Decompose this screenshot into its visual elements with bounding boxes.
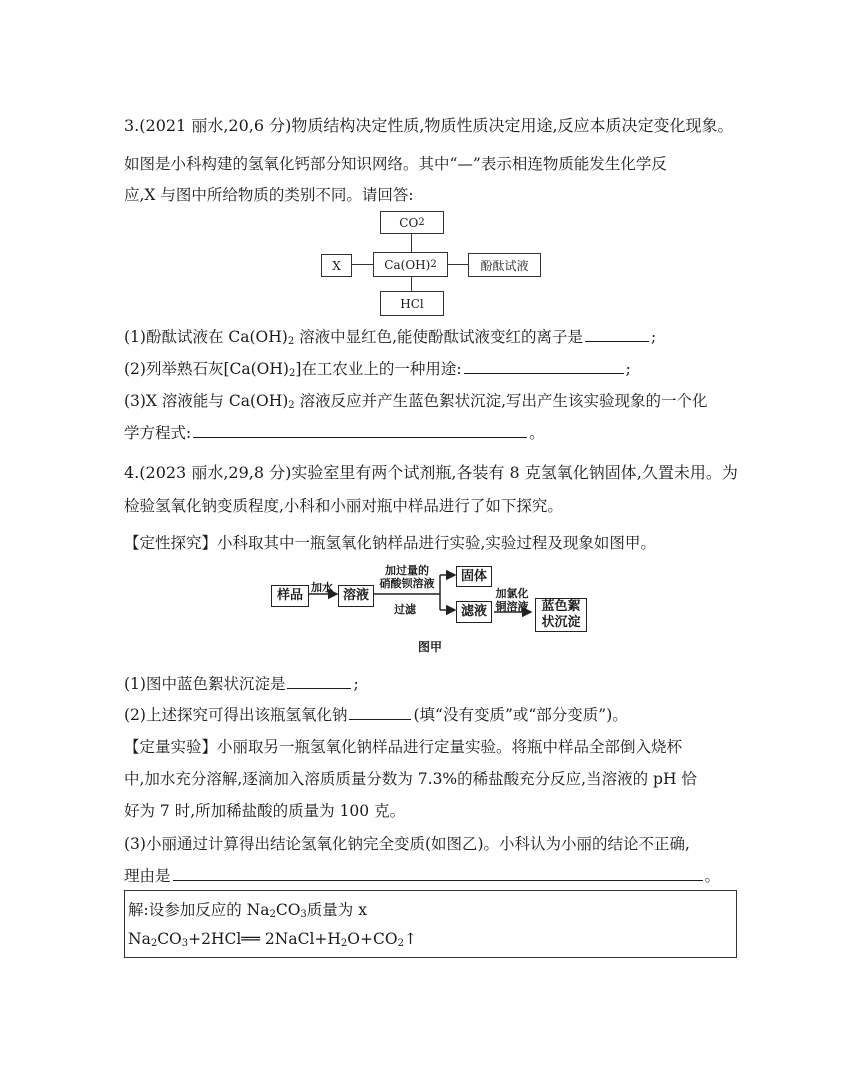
cucl2-label: 加氯化 铜溶液	[495, 587, 529, 613]
q4-part2: (2)上述探究可得出该瓶氢氧化钠 (填“没有变质”或“部分变质”)。	[124, 706, 628, 724]
q4-part3: (3)小丽通过计算得出结论氢氧化钠完全变质(如图乙)。小科认为小丽的结论不正确,	[124, 835, 690, 853]
q3-part2: (2)列举熟石灰$[Ca(OH)_2]$在工农业上的一种用途: ;	[124, 360, 631, 379]
answer-blank[interactable]	[287, 687, 351, 689]
filter-label: 过滤	[394, 603, 416, 616]
q4-part1: (1)图中蓝色絮状沉淀是 ;	[124, 675, 359, 693]
solution-line1: 解:设参加反应的 $Na_2CO_3$质量为 x	[128, 901, 367, 920]
answer-blank[interactable]	[193, 436, 527, 438]
caoh2-box: Ca(OH) 2	[373, 252, 448, 277]
answer-blank[interactable]	[585, 340, 649, 342]
add-water-label: 加水	[311, 581, 333, 594]
q3-part3-line2: 学方程式: 。	[124, 424, 545, 442]
answer-blank[interactable]	[349, 718, 411, 720]
q4-quant-line3: 好为 7 时,所加稀盐酸的质量为 100 克。	[124, 802, 406, 820]
q3-part3: (3)X 溶液能与 $Ca(OH)_2$ 溶液反应并产生蓝色絮状沉淀,写出产生该实验现象的一个化	[124, 392, 708, 411]
x-box: X	[321, 254, 352, 277]
phenolphthalein-box: 酚酞试液	[468, 253, 541, 277]
precipitate-box: 蓝色絮 状沉淀	[535, 598, 587, 632]
co2-box: CO 2	[380, 211, 444, 234]
filtrate-box: 滤液	[456, 601, 492, 623]
q4-qualitative: 【定性探究】小科取其中一瓶氢氧化钠样品进行实验,实验过程及现象如图甲。	[124, 534, 656, 552]
q4-part3-line2: 理由是 。	[124, 867, 721, 885]
answer-blank[interactable]	[173, 879, 703, 881]
q4-quant-line1: 【定量实验】小丽取另一瓶氢氧化钠样品进行定量实验。将瓶中样品全部倒入烧杯	[124, 738, 683, 756]
q3-part1: (1)酚酞试液在 $Ca(OH)_2$ 溶液中显红色,能使酚酞试液变红的离子是 ;	[124, 328, 657, 347]
q4-intro-line2: 检验氢氧化钠变质程度,小科和小丽对瓶中样品进行了如下探究。	[124, 497, 563, 515]
q3-intro-line2: 如图是小科构建的氢氧化钙部分知识网络。其中“—”表示相连物质能发生化学反	[124, 155, 667, 173]
reagent-label: 加过量的 硝酸钡溶液	[379, 564, 435, 590]
q4-header: 4.(2023 丽水,29,8 分)实验室里有两个试剂瓶,各装有 8 克氢氧化钠固体,久置未用。为	[124, 463, 738, 482]
q3-intro-line3: 应,X 与图中所给物质的类别不同。请回答:	[124, 186, 414, 204]
chemical-equation: $Na_2CO_3+2HCl══$ $2NaCl+H_2O+CO_2↑$	[128, 930, 417, 949]
solid-box: 固体	[456, 566, 492, 587]
hcl-box: HCl	[380, 291, 444, 316]
solution-box: 溶液	[338, 585, 374, 607]
figure-caption: 图甲	[417, 640, 442, 654]
answer-blank[interactable]	[464, 372, 624, 374]
q4-quant-line2: 中,加水充分溶解,逐滴加入溶质质量分数为 7.3%的稀盐酸充分反应,当溶液的 pH 恰	[124, 770, 697, 788]
q3-header: 3.(2021 丽水,20,6 分)物质结构决定性质,物质性质决定用途,反应本质决定变化现象。	[124, 116, 734, 135]
sample-box: 样品	[271, 585, 309, 607]
